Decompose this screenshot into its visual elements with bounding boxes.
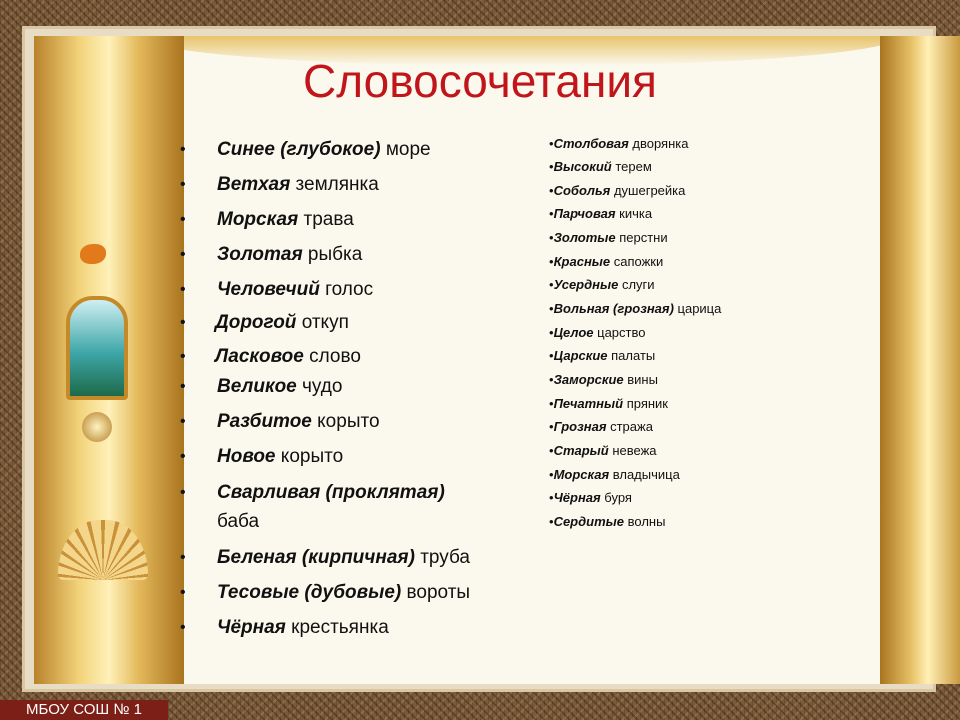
adjective: Ласковое: [215, 346, 304, 367]
noun: рыбка: [302, 244, 363, 265]
noun: перстни: [615, 230, 668, 245]
noun: голос: [319, 279, 374, 300]
goldfish-icon: [80, 244, 106, 264]
list-item: •Грозная стража: [549, 419, 653, 434]
noun: слуги: [618, 277, 655, 292]
noun: откуп: [296, 312, 349, 333]
adjective: Вольная (грозная): [553, 301, 674, 316]
adjective: Человечий: [217, 279, 320, 300]
noun: слово: [303, 346, 361, 367]
right-golden-pillar-decoration: [880, 36, 960, 684]
adjective: Заморские: [553, 372, 624, 387]
adjective: Грозная: [553, 419, 607, 434]
slide-title: Словосочетания: [303, 55, 657, 107]
adjective: Старый: [553, 443, 609, 458]
sea-window-decoration: [66, 296, 128, 400]
medallion-icon: [82, 412, 112, 442]
list-item: •Чёрная буря: [549, 490, 632, 505]
noun: баба: [217, 511, 260, 532]
noun: кичка: [615, 206, 653, 221]
noun: палаты: [607, 348, 656, 363]
adjective: Беленая (кирпичная): [217, 547, 415, 568]
noun: сапожки: [610, 254, 664, 269]
noun: невежа: [608, 443, 657, 458]
list-item: •Целое царство: [549, 325, 646, 340]
list-item: •Усердные слуги: [549, 277, 655, 292]
noun: землянка: [290, 174, 379, 195]
adjective: Высокий: [553, 159, 612, 174]
noun: душегрейка: [610, 183, 686, 198]
noun: владычица: [609, 467, 680, 482]
noun: терем: [611, 159, 652, 174]
list-item: •Морская владычица: [549, 467, 680, 482]
noun: труба: [414, 547, 470, 568]
list-item: •Столбовая дворянка: [549, 136, 689, 151]
list-item: •Золотые перстни: [549, 230, 668, 245]
adjective: Тесовые (дубовые): [217, 582, 402, 603]
adjective: Столбовая: [553, 136, 629, 151]
list-item: •Вольная (грозная) царица: [549, 301, 722, 316]
adjective: Усердные: [553, 277, 619, 292]
noun: вороты: [401, 582, 471, 603]
list-item: •Красные сапожки: [549, 254, 664, 269]
adjective: Морская: [553, 467, 610, 482]
list-item: •Высокий терем: [549, 159, 652, 174]
list-item: •Старый невежа: [549, 443, 657, 458]
noun: море: [380, 139, 431, 160]
noun: пряник: [623, 396, 668, 411]
adjective: Печатный: [553, 396, 624, 411]
adjective: Синее (глубокое): [217, 139, 381, 160]
adjective: Целое: [553, 325, 594, 340]
list-item: •Заморские вины: [549, 372, 658, 387]
noun: вины: [623, 372, 658, 387]
noun: корыто: [275, 446, 344, 467]
adjective: Царские: [553, 348, 608, 363]
adjective: Великое: [217, 376, 297, 397]
list-item: •Царские палаты: [549, 348, 656, 363]
adjective: Сердитые: [553, 514, 624, 529]
noun: стража: [606, 419, 653, 434]
adjective: Золотые: [553, 230, 616, 245]
adjective: Новое: [217, 446, 276, 467]
noun: волны: [624, 514, 666, 529]
list-item: •Соболья душегрейка: [549, 183, 686, 198]
noun: крестьянка: [285, 617, 389, 638]
adjective: Парчовая: [553, 206, 616, 221]
noun: царица: [673, 301, 722, 316]
list-item: •Парчовая кичка: [549, 206, 653, 221]
adjective: Чёрная: [217, 617, 286, 638]
list-item: •Печатный пряник: [549, 396, 668, 411]
school-footer-label: МБОУ СОШ № 1: [0, 700, 168, 720]
adjective: Красные: [553, 254, 611, 269]
adjective: Ветхая: [217, 174, 291, 195]
noun: чудо: [296, 376, 343, 397]
adjective: Дорогой: [215, 312, 297, 333]
noun: дворянка: [628, 136, 689, 151]
adjective: Золотая: [217, 244, 303, 265]
adjective: Морская: [217, 209, 299, 230]
noun: корыто: [311, 411, 380, 432]
noun: трава: [298, 209, 354, 230]
adjective: Сварливая (проклятая): [217, 482, 445, 503]
noun: царство: [593, 325, 646, 340]
list-item: •Сердитые волны: [549, 514, 666, 529]
noun: буря: [600, 490, 632, 505]
adjective: Чёрная: [553, 490, 601, 505]
adjective: Соболья: [553, 183, 611, 198]
adjective: Разбитое: [217, 411, 312, 432]
